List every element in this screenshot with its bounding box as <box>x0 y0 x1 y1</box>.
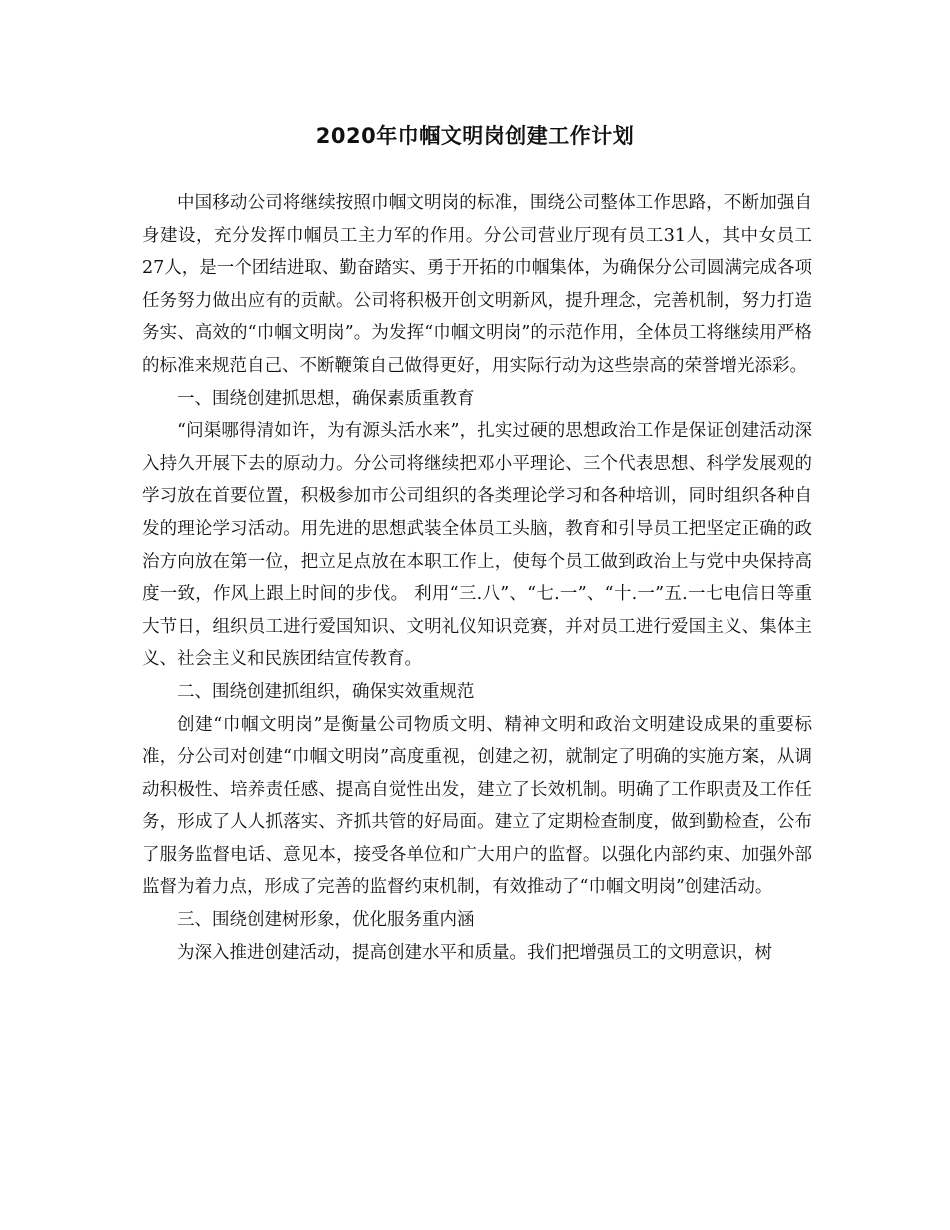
intro-paragraph: 中国移动公司将继续按照巾帼文明岗的标准，围绕公司整体工作思路，不断加强自身建设，充分发挥巾帼员工主力军的作用。分公司营业厅现有员工31人，其中女员工27人，是一个团结进取、勤奋踏实、勇于开拓的巾帼集体，为确保分公司圆满完成各项任务努力做出应有的贡献。公司将积极开创文明新风，提升理念，完善机制，努力打造务实、高效的“巾帼文明岗”。为发挥“巾帼文明岗”的示范作用，全体员工将继续用严格的标准来规范自己、不断鞭策自己做得更好，用实际行动为这些崇高的荣誉增光添彩。 <box>142 193 812 376</box>
section-1-paragraph: “问渠哪得清如许，为有源头活水来”，扎实过硬的思想政治工作是保证创建活动深入持久开展下去的原动力。分公司将继续把邓小平理论、三个代表思想、科学发展观的学习放在首要位置，积极参加市公司组织的各类理论学习和各种培训，同时组织各种自发的理论学习活动。用先进的思想武装全体员工头脑，教育和引导员工把坚定正确的政治方向放在第一位，把立足点放在本职工作上，使每个员工做到政治上与党中央保持高度一致，作风上跟上时间的步伐。 利用“三.八”、“七.一”、“十.一”五.一七电信日等重大节日，组织员工进行爱国知识、文明礼仪知识竞赛，并对员工进行爱国主义、集体主义、社会主义和民族团结宣传教育。 <box>142 421 812 670</box>
section-heading-2: 二、围绕创建抓组织，确保实效重规范 <box>177 681 475 702</box>
section-2-paragraph: 创建“巾帼文明岗”是衡量公司物质文明、精神文明和政治文明建设成果的重要标准，分公司对创建“巾帼文明岗”高度重视，创建之初，就制定了明确的实施方案，从调动积极性、培养责任感、提高自觉性出发，建立了长效机制。明确了工作职责及工作任务，形成了人人抓落实、齐抓共管的好局面。建立了定期检查制度，做到勤检查，公布了服务监督电话、意见本，接受各单位和广大用户的监督。以强化内部约束、加强外部监督为着力点，形成了完善的监督约束机制，有效推动了“巾帼文明岗”创建活动。 <box>142 714 812 898</box>
document-title: 2020年巾帼文明岗创建工作计划 <box>315 124 635 148</box>
section-3-paragraph: 为深入推进创建活动，提高创建水平和质量。我们把增强员工的文明意识，树 <box>177 942 772 963</box>
document-body <box>142 187 812 969</box>
section-heading-3: 三、围绕创建树形象，优化服务重内涵 <box>177 910 475 931</box>
section-heading-1: 一、围绕创建抓思想，确保素质重教育 <box>177 388 475 409</box>
